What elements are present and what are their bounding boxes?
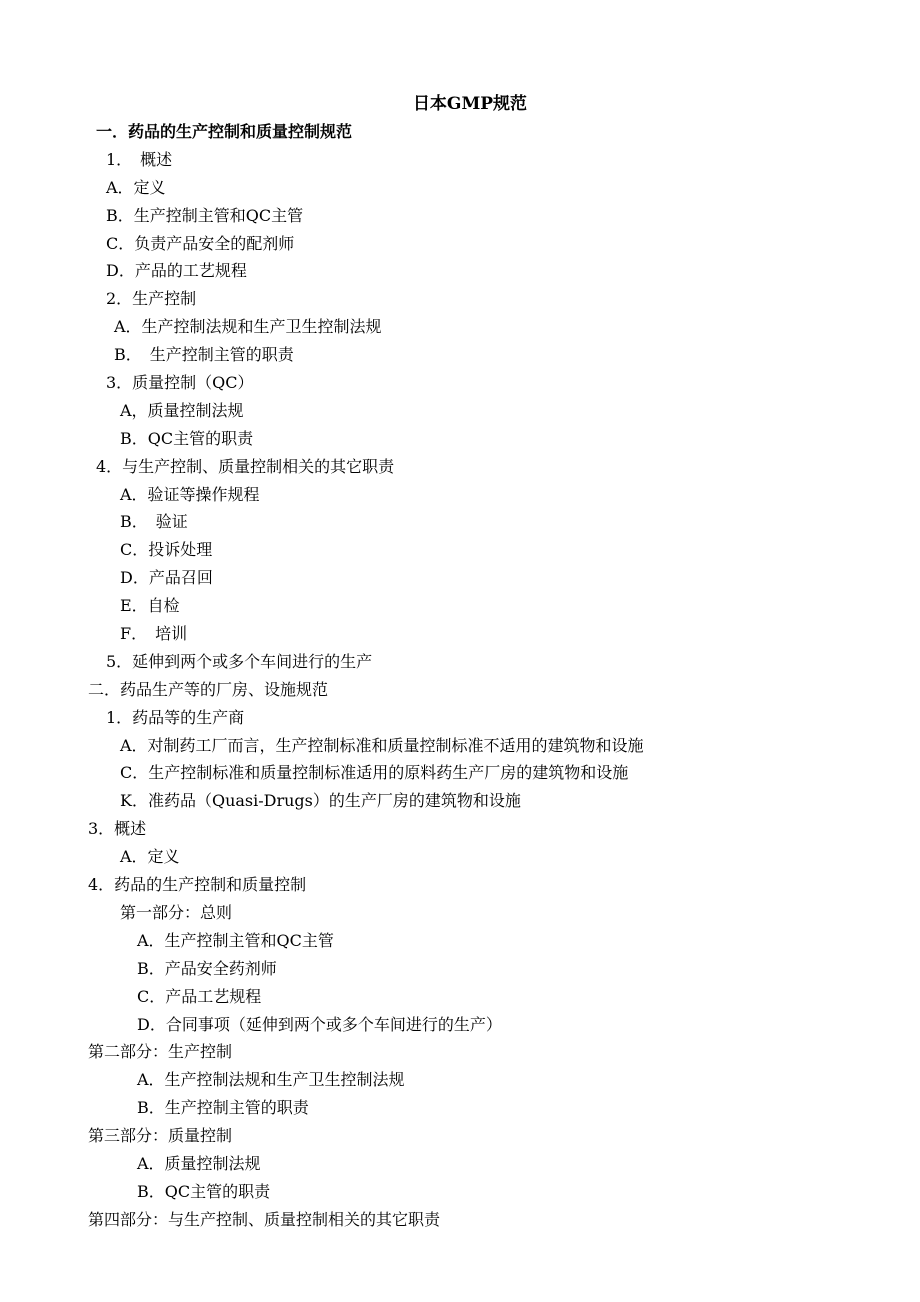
- outline-line: B．生产控制主管的职责: [137, 1098, 309, 1118]
- document-title: 日本GMP规范: [412, 94, 528, 114]
- outline-line: A，质量控制法规: [120, 400, 244, 420]
- outline-line: 二．药品生产等的厂房、设施规范: [88, 679, 329, 699]
- outline-line: B． 验证: [120, 512, 188, 532]
- outline-line: A．生产控制主管和QC主管: [137, 930, 334, 950]
- outline-line: A．生产控制法规和生产卫生控制法规: [137, 1070, 405, 1090]
- outline-line: C．产品工艺规程: [137, 986, 262, 1006]
- outline-line: 第二部分：生产控制: [88, 1042, 233, 1062]
- outline-line: D．合同事项（延伸到两个或多个车间进行的生产）: [137, 1014, 502, 1034]
- outline-line: C．生产控制标准和质量控制标准适用的原料药生产厂房的建筑物和设施: [120, 763, 629, 783]
- outline-line: 第四部分：与生产控制、质量控制相关的其它职责: [88, 1209, 441, 1229]
- outline-line: A．质量控制法规: [137, 1153, 261, 1173]
- outline-line: 4．药品的生产控制和质量控制: [88, 875, 307, 895]
- outline-line: 第三部分：质量控制: [88, 1126, 233, 1146]
- outline-line: B．QC主管的职责: [120, 428, 254, 448]
- outline-line: A．生产控制法规和生产卫生控制法规: [114, 317, 382, 337]
- outline-line: C．投诉处理: [120, 540, 213, 560]
- outline-line: B．生产控制主管和QC主管: [106, 205, 304, 225]
- outline-line: 2．生产控制: [106, 289, 197, 309]
- outline-line: A．对制药工厂而言，生产控制标准和质量控制标准不适用的建筑物和设施: [120, 735, 644, 755]
- outline-line: 3．概述: [88, 819, 147, 839]
- outline-line: B．产品安全药剂师: [137, 958, 277, 978]
- outline-line: E．自检: [120, 596, 180, 616]
- outline-line: 一．药品的生产控制和质量控制规范: [96, 122, 353, 141]
- outline-line: A．定义: [106, 177, 166, 197]
- outline-line: 5．延伸到两个或多个车间进行的生产: [106, 651, 373, 671]
- outline-line: 第一部分：总则: [120, 902, 233, 922]
- outline-line: 3．质量控制（QC）: [106, 373, 254, 393]
- outline-line: F． 培训: [120, 624, 188, 644]
- outline-line: 1． 概述: [106, 149, 173, 169]
- outline-line: A．验证等操作规程: [120, 484, 260, 504]
- outline-line: D．产品的工艺规程: [106, 261, 247, 281]
- outline-line: B．QC主管的职责: [137, 1181, 271, 1201]
- outline-line: K．准药品（Quasi-Drugs）的生产厂房的建筑物和设施: [120, 791, 521, 811]
- outline-line: A．定义: [120, 847, 180, 867]
- outline-line: 4．与生产控制、质量控制相关的其它职责: [96, 456, 395, 476]
- outline-line: C．负责产品安全的配剂师: [106, 233, 295, 253]
- outline-line: D．产品召回: [120, 568, 213, 588]
- outline-list: [0, 118, 920, 1234]
- outline-line: B． 生产控制主管的职责: [114, 345, 294, 365]
- outline-line: 1．药品等的生产商: [106, 707, 245, 727]
